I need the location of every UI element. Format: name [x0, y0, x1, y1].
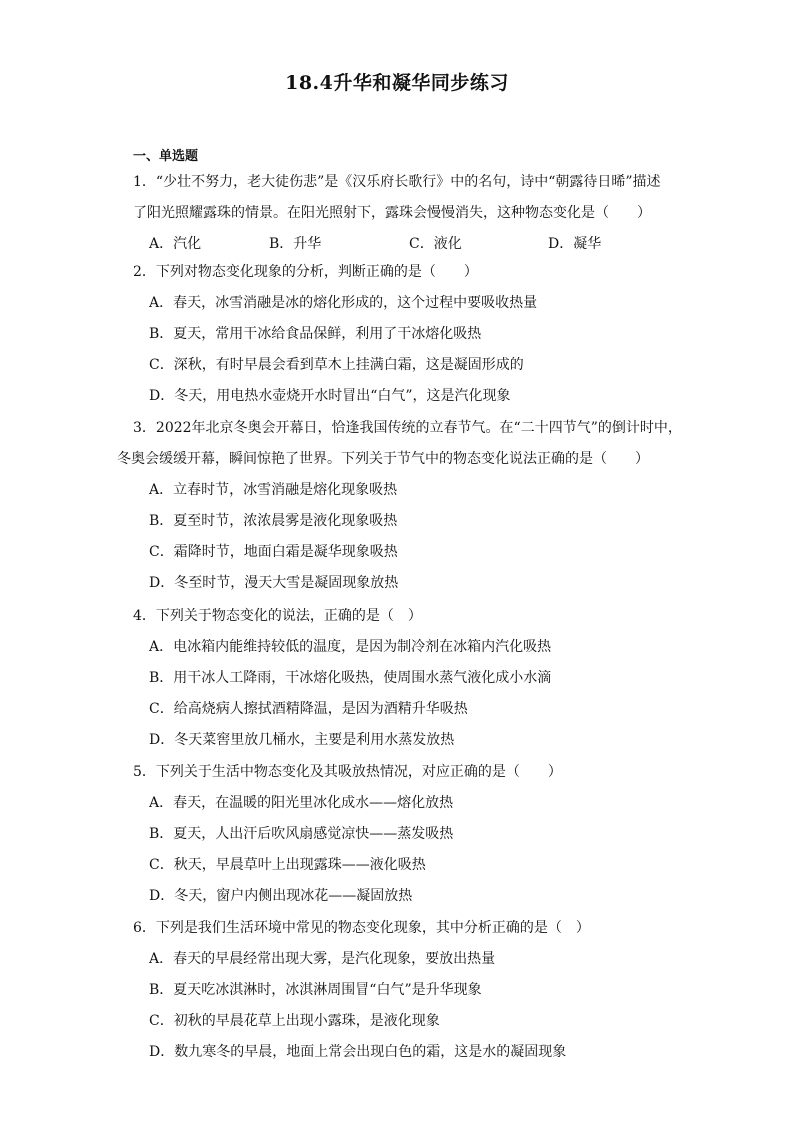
question-2-option-c: C．深秋，有时早晨会看到草木上挂满白霜，这是凝固形成的 — [149, 357, 524, 373]
question-2 — [133, 257, 685, 412]
question-2-option-d: D．冬天，用电热水壶烧开水时冒出“白气”，这是汽化现象 — [149, 388, 511, 404]
question-5-option-c: C．秋天，早晨草叶上出现露珠——液化吸热 — [149, 857, 426, 873]
question-2-stem: 2．下列对物态变化现象的分析，判断正确的是（ ） — [133, 264, 478, 280]
question-4 — [133, 601, 685, 756]
question-1-option-b: B．升华 — [269, 236, 322, 252]
question-5-option-b: B．夏天，人出汗后吹风扇感觉凉快——蒸发吸热 — [149, 826, 454, 842]
question-3-option-b: B．夏至时节，浓浓晨雾是液化现象吸热 — [149, 513, 398, 529]
question-4-option-c: C．给高烧病人擦拭酒精降温，是因为酒精升华吸热 — [149, 701, 468, 717]
question-5-option-d: D．冬天，窗户内侧出现冰花——凝固放热 — [149, 888, 413, 904]
question-4-option-d: D．冬天菜窖里放几桶水，主要是利用水蒸发放热 — [149, 732, 455, 748]
question-1-options — [133, 229, 685, 260]
question-2-option-b: B．夏天，常用干冰给食品保鲜，利用了干冰熔化吸热 — [149, 326, 482, 342]
question-3-stem-line-2: 冬奥会缓缓开幕，瞬间惊艳了世界。下列关于节气中的物态变化说法正确的是（ ） — [117, 451, 649, 467]
question-5 — [133, 757, 685, 912]
question-2-option-a: A．春天，冰雪消融是冰的熔化形成的，这个过程中要吸收热量 — [149, 295, 538, 311]
question-3-stem-line-1: 3．2022年北京冬奥会开幕日，恰逢我国传统的立春节气。在“二十四节气”的倒计时中， — [133, 420, 682, 436]
question-1-option-a: A．汽化 — [149, 236, 202, 252]
question-6-stem: 6．下列是我们生活环境中常见的物态变化现象，其中分析正确的是（ ） — [133, 920, 590, 936]
question-3-option-d: D．冬至时节，漫天大雪是凝固现象放热 — [149, 575, 399, 591]
question-4-stem: 4．下列关于物态变化的说法，正确的是（ ） — [133, 608, 422, 624]
question-1 — [133, 167, 685, 260]
question-1-option-d: D．凝华 — [548, 236, 602, 252]
question-6-option-c: C．初秋的早晨花草上出现小露珠，是液化现象 — [149, 1013, 440, 1029]
page-title: 18.4升华和凝华同步练习 — [285, 72, 509, 94]
question-6-option-d: D．数九寒冬的早晨，地面上常会出现白色的霜，这是水的凝固现象 — [149, 1044, 567, 1060]
question-3 — [117, 413, 685, 599]
question-1-stem-line-2: 了阳光照耀露珠的情景。在阳光照射下，露珠会慢慢消失，这种物态变化是（ ） — [133, 205, 651, 221]
section-heading: 一、单选题 — [133, 149, 199, 164]
question-5-option-a: A．春天，在温暖的阳光里冰化成水——熔化放热 — [149, 795, 454, 811]
question-3-option-a: A．立春时节，冰雪消融是熔化现象吸热 — [149, 482, 398, 498]
question-6 — [133, 913, 685, 1068]
question-1-option-c: C．液化 — [409, 236, 462, 252]
question-1-stem-line-1: 1．“少壮不努力，老大徒伤悲”是《汉乐府长歌行》中的名句，诗中“朝露待日晞”描述 — [133, 174, 661, 190]
question-3-option-c: C．霜降时节，地面白霜是凝华现象吸热 — [149, 544, 398, 560]
question-5-stem: 5．下列关于生活中物态变化及其吸放热情况，对应正确的是（ ） — [133, 764, 562, 780]
question-6-option-a: A．春天的早晨经常出现大雾，是汽化现象，要放出热量 — [149, 951, 496, 967]
question-4-option-a: A．电冰箱内能维持较低的温度，是因为制冷剂在冰箱内汽化吸热 — [149, 639, 552, 655]
question-6-option-b: B．夏天吃冰淇淋时，冰淇淋周围冒“白气”是升华现象 — [149, 982, 482, 998]
question-4-option-b: B．用干冰人工降雨，干冰熔化吸热，使周围水蒸气液化成小水滴 — [149, 670, 552, 686]
